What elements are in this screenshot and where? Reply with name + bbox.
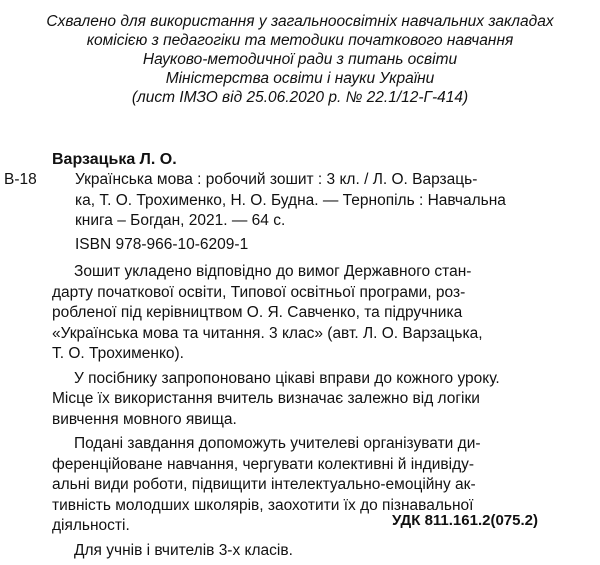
annotation-line: Подані завдання допоможуть учителеві організувати ди- [74, 435, 481, 452]
biblio-line: Українська мова : робочий зошит : 3 кл. / Л. О. Варзаць- [75, 171, 478, 188]
annotation-line: тивність молодших школярів, заохотити їх до пізнавальної [52, 496, 474, 514]
approval-notice [0, 12, 600, 107]
annotation-line: ференційоване навчання, чергувати колективні й індивіду- [52, 455, 475, 473]
approval-line: комісією з педагогіки та методики початкового навчання [86, 32, 514, 49]
annotation-line: дарту початкової освіти, Типової освітньої програми, роз- [52, 283, 466, 301]
catalog-code: В-18 [4, 171, 37, 188]
annotation-line: Місце їх використання вчитель визначає залежно від логіки [52, 390, 480, 407]
annotation-line: вивчення мовного явища. [52, 410, 237, 428]
annotation-paragraph [52, 369, 592, 431]
biblio-line: книга – Богдан, 2021. — 64 с. [75, 212, 286, 229]
bibliographic-description [75, 170, 585, 232]
annotation-line: альні види роботи, підвищити інтелектуально-емоційну ак- [52, 476, 476, 493]
annotation-line: робленої під керівництвом О. Я. Савченко, та підручника [52, 304, 463, 321]
annotation-line: У посібнику запропоновано цікаві вправи до кожного уроку. [74, 369, 500, 387]
annotation-line: «Українська мова та читання. 3 клас» (авт. Л. О. Варзацька, [52, 324, 483, 342]
biblio-line: ка, Т. О. Трохименко, Н. О. Будна. — Тернопіль : Навчальна [75, 191, 506, 209]
approval-line: (лист ІМЗО від 25.06.2020 р. № 22.1/12-Г-414) [131, 89, 469, 106]
udk-code: УДК 811.161.2(075.2) [391, 512, 538, 529]
isbn-number: ISBN 978-966-10-6209-1 [75, 236, 249, 253]
approval-line: Науково-методичної ради з питань освіти [142, 51, 458, 68]
approval-line: Міністерства освіти і науки України [165, 70, 435, 87]
annotation-line: Зошит укладено відповідно до вимог Державного стан- [74, 263, 472, 280]
author-name: Варзацька Л. О. [52, 151, 177, 168]
annotation-line: Для учнів і вчителів 3-х класів. [74, 541, 293, 559]
annotation-line: Т. О. Трохименко). [52, 345, 184, 362]
annotation-paragraph [52, 541, 592, 562]
approval-line: Схвалено для використання у загальноосвітніх навчальних закладах [46, 13, 554, 30]
annotation-paragraph [52, 262, 592, 365]
annotation-line: діяльності. [52, 517, 130, 534]
